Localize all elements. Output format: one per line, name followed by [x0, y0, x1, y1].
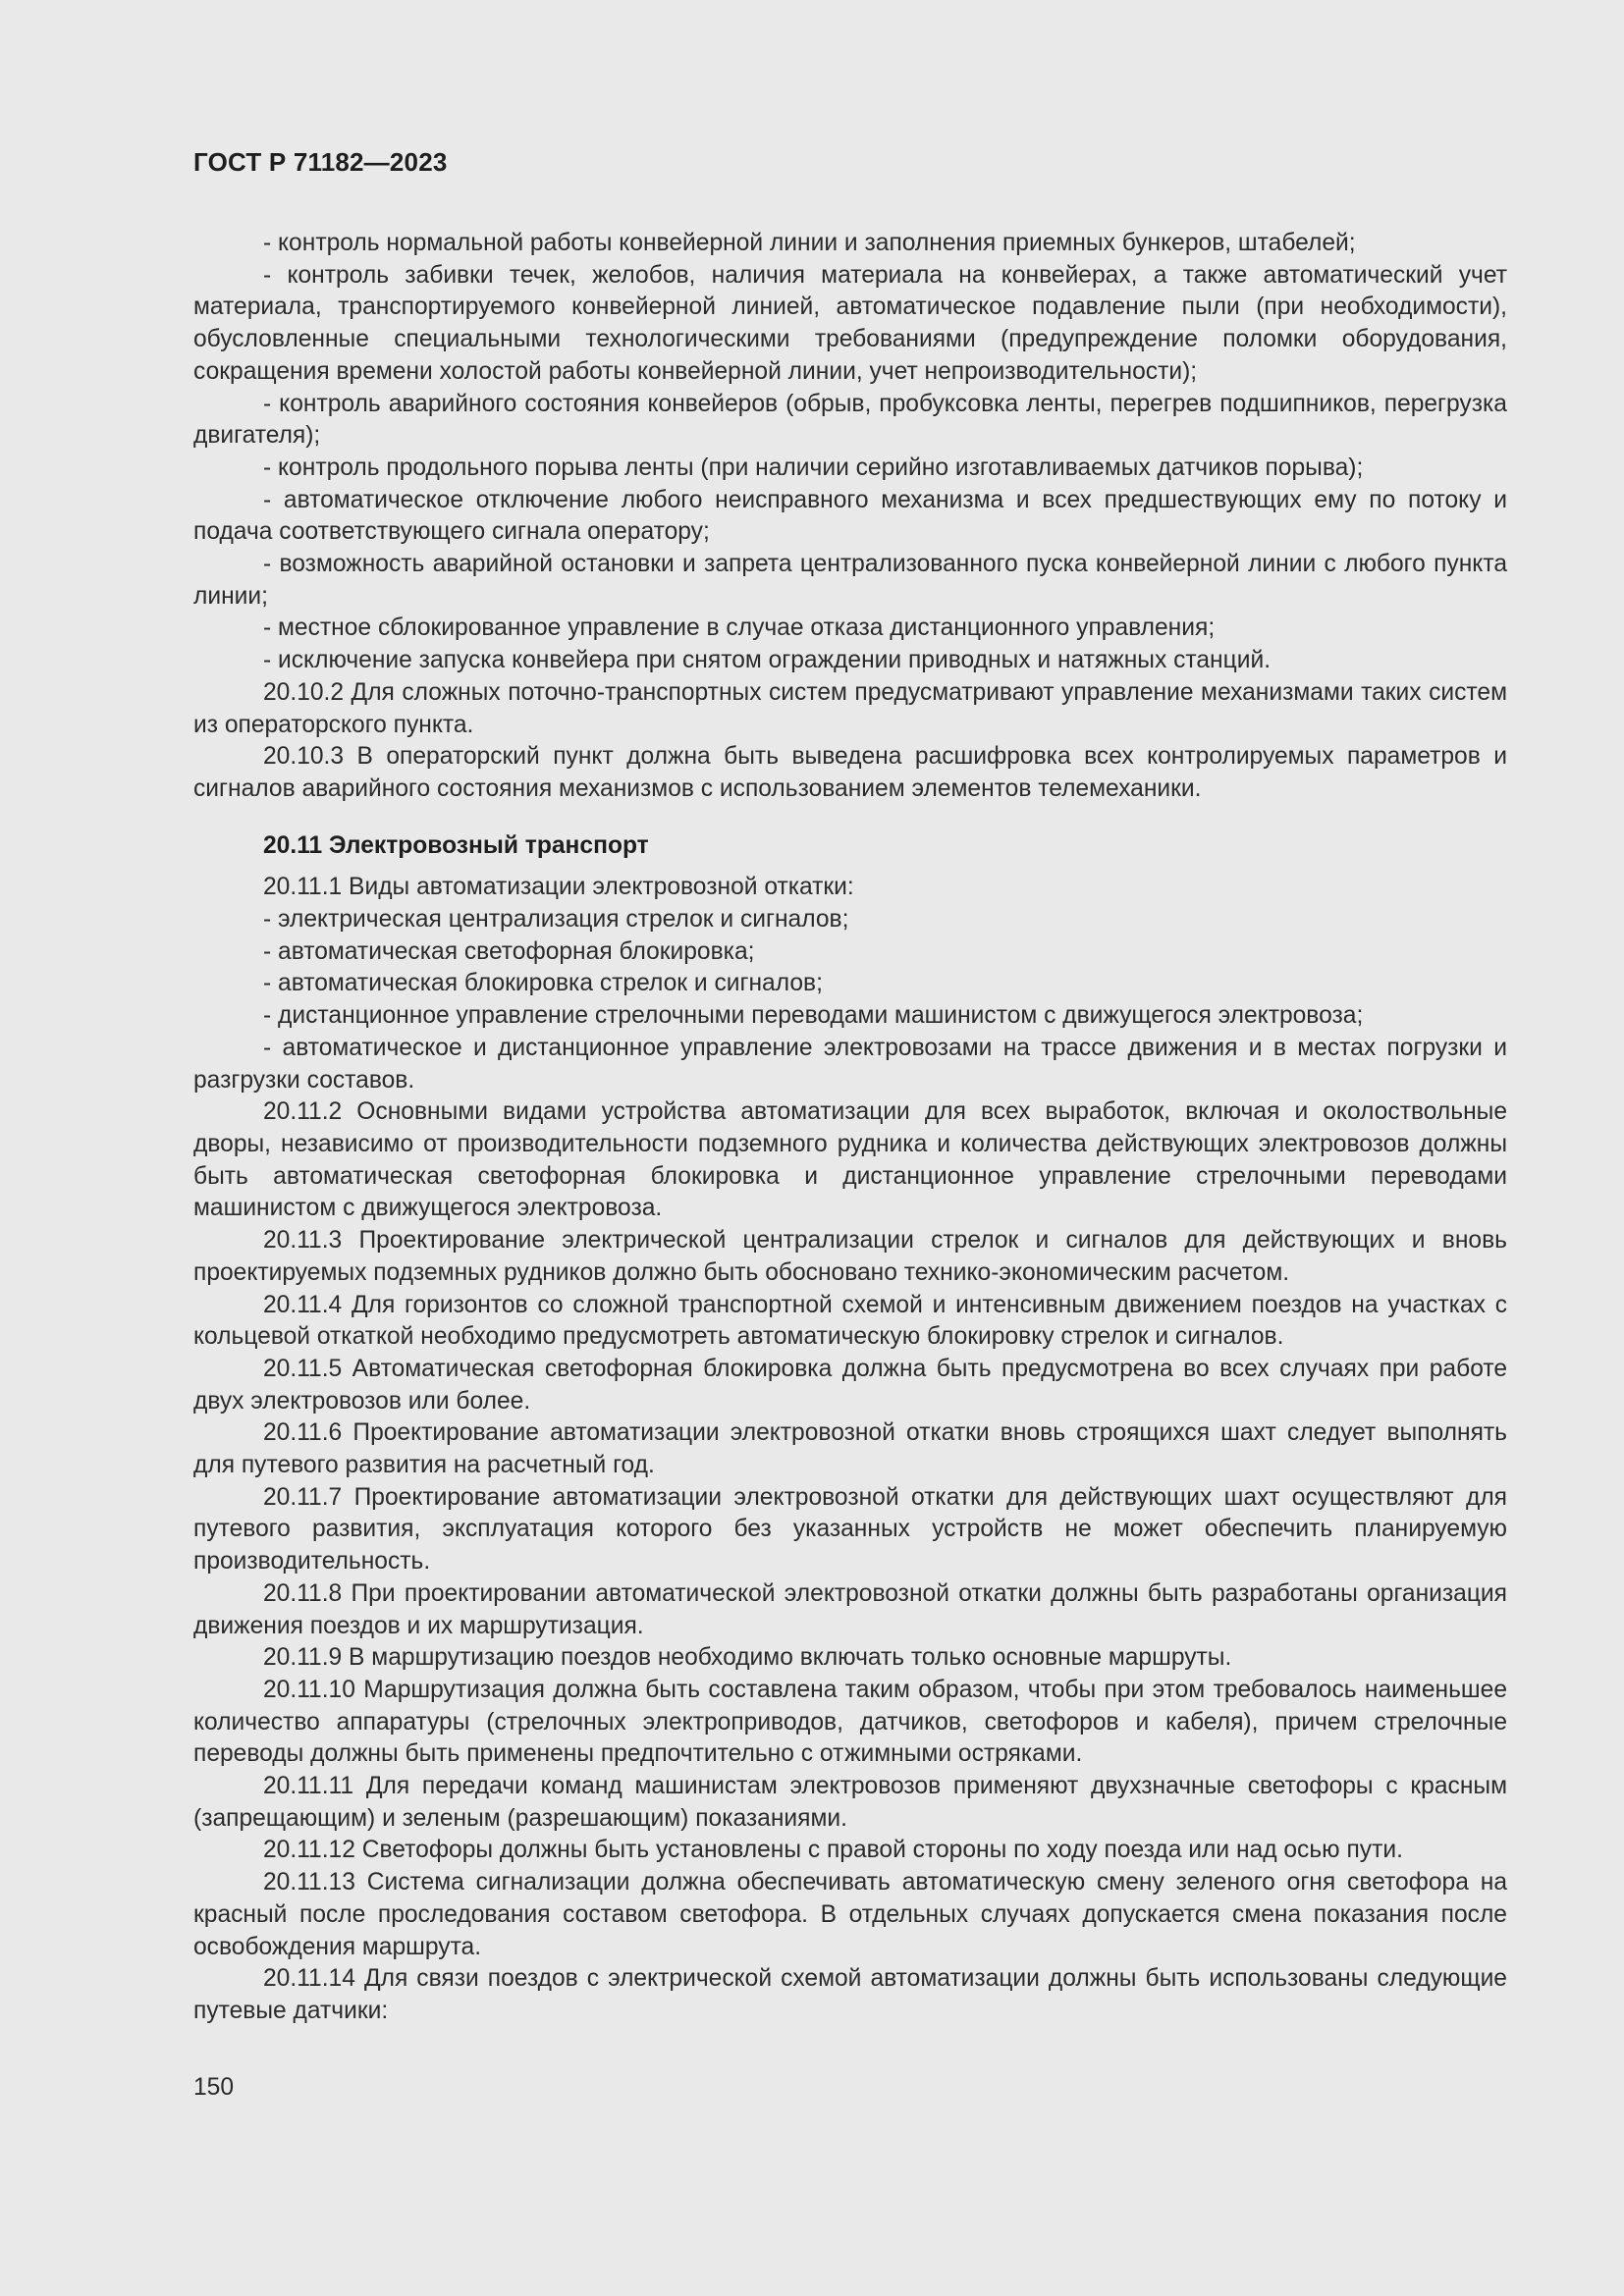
list-item: - контроль продольного порыва ленты (при наличии серийно изготавливаемых датчиков порыва);: [263, 454, 1364, 481]
clause-paragraph: 20.11.9 В маршрутизацию поездов необходимо включать только основные маршруты.: [263, 1644, 1232, 1672]
clause-paragraph: 20.11.3 Проектирование электрической централизации стрелок и сигналов для действующих и вновь проектируемых подземных рудников должно быть обосновано технико-экономическим расчетом.: [193, 1227, 1507, 1286]
clause-paragraph: 20.10.2 Для сложных поточно-транспортных систем предусматривают управление механизмами таких систем из операторского пункта.: [193, 678, 1507, 738]
document-body: [193, 228, 1507, 2028]
list-item: - исключение запуска конвейера при снятом ограждении приводных и натяжных станций.: [263, 647, 1272, 674]
list-item: - автоматическое отключение любого неисправного механизма и всех предшествующих ему по потоку и подача соответствующего сигнала оператору;: [193, 486, 1507, 546]
list-item: - автоматическая светофорная блокировка;: [263, 937, 755, 965]
clause-paragraph: 20.11.1 Виды автоматизации электровозной откатки:: [263, 874, 854, 901]
clause-paragraph: 20.11.6 Проектирование автоматизации электровозной откатки вновь строящихся шахт следует выполнять для путевого развития на расчетный год.: [193, 1419, 1507, 1479]
list-item: - электрическая централизация стрелок и сигналов;: [263, 906, 849, 934]
list-item: - возможность аварийной остановки и запрета централизованного пуска конвейерной линии с любого пункта линии;: [193, 551, 1507, 610]
clause-paragraph: 20.11.13 Система сигнализации должна обеспечивать автоматическую смену зеленого огня светофора на красный после проследования составом светофора. В отдельных случаях допускается смена показания после освобождения маршрута.: [193, 1869, 1507, 1960]
clause-paragraph: 20.11.12 Светофоры должны быть установлены с правой стороны по ходу поезда или над осью пути.: [263, 1837, 1403, 1864]
list-item: - автоматическая блокировка стрелок и сигналов;: [263, 970, 823, 997]
clause-paragraph: 20.11.7 Проектирование автоматизации электровозной откатки для действующих шахт осуществляют для путевого развития, эксплуатация которого без указанных устройств не может обеспечить планируемую производительность.: [193, 1483, 1507, 1575]
clause-paragraph: 20.11.8 При проектировании автоматической электровозной откатки должны быть разработаны организация движения поездов и их маршрутизация.: [193, 1579, 1507, 1639]
list-item: - контроль аварийного состояния конвейеров (обрыв, пробуксовка ленты, перегрев подшипников, перегрузка двигателя);: [193, 390, 1507, 450]
clause-paragraph: 20.11.4 Для горизонтов со сложной транспортной схемой и интенсивным движением поездов на участках с кольцевой откаткой необходимо предусмотреть автоматическую блокировку стрелок и сигналов.: [193, 1291, 1507, 1351]
clause-paragraph: 20.11.10 Маршрутизация должна быть составлена таким образом, чтобы при этом требовалось наименьшее количество аппаратуры (стрелочных электроприводов, датчиков, светофоров и кабеля), причем стрелочные переводы должны быть применены предпочтительно с отжимными остряками.: [193, 1676, 1507, 1768]
clause-paragraph: 20.10.3 В операторский пункт должна быть выведена расшифровка всех контролируемых параметров и сигналов аварийного состояния механизмов с использованием элементов телемеханики.: [193, 743, 1507, 802]
page-number: 150: [193, 2074, 235, 2101]
section-heading: 20.11 Электровозный транспорт: [263, 831, 649, 859]
clause-paragraph: 20.11.5 Автоматическая светофорная блокировка должна быть предусмотрена во всех случаях при работе двух электровозов или более.: [193, 1355, 1507, 1415]
list-item: - контроль забивки течек, желобов, наличия материала на конвейерах, а также автоматический учет материала, транспортируемого конвейерной линией, автоматическое подавление пыли (при необходимости), обусловленные специальными технологическими требованиями (предупреждение поломки оборудования, сокращения времени холостой работы конвейерной линии, учет непроизводительности);: [193, 261, 1507, 385]
list-item: - автоматическое и дистанционное управление электровозами на трассе движения и в местах погрузки и разгрузки составов.: [193, 1034, 1507, 1094]
list-item: - дистанционное управление стрелочными переводами машинистом с движущегося электровоза;: [263, 1002, 1364, 1030]
clause-paragraph: 20.11.11 Для передачи команд машинистам электровозов применяют двухзначные светофоры с красным (запрещающим) и зеленым (разрешающим) показаниями.: [193, 1773, 1507, 1832]
list-item: - местное сблокированное управление в случае отказа дистанционного управления;: [263, 614, 1216, 642]
document-code-header: ГОСТ Р 71182—2023: [193, 147, 448, 177]
clause-paragraph: 20.11.14 Для связи поездов с электрической схемой автоматизации должны быть использованы следующие путевые датчики:: [193, 1965, 1507, 2024]
list-item: - контроль нормальной работы конвейерной линии и заполнения приемных бункеров, штабелей;: [263, 230, 1356, 256]
clause-paragraph: 20.11.2 Основными видами устройства автоматизации для всех выработок, включая и околоствольные дворы, независимо от производительности подземного рудника и количества действующих электровозов должны быть автоматическая светофорная блокировка и дистанционное управление стрелочными переводами машинистом с движущегося электровоза.: [193, 1098, 1507, 1222]
